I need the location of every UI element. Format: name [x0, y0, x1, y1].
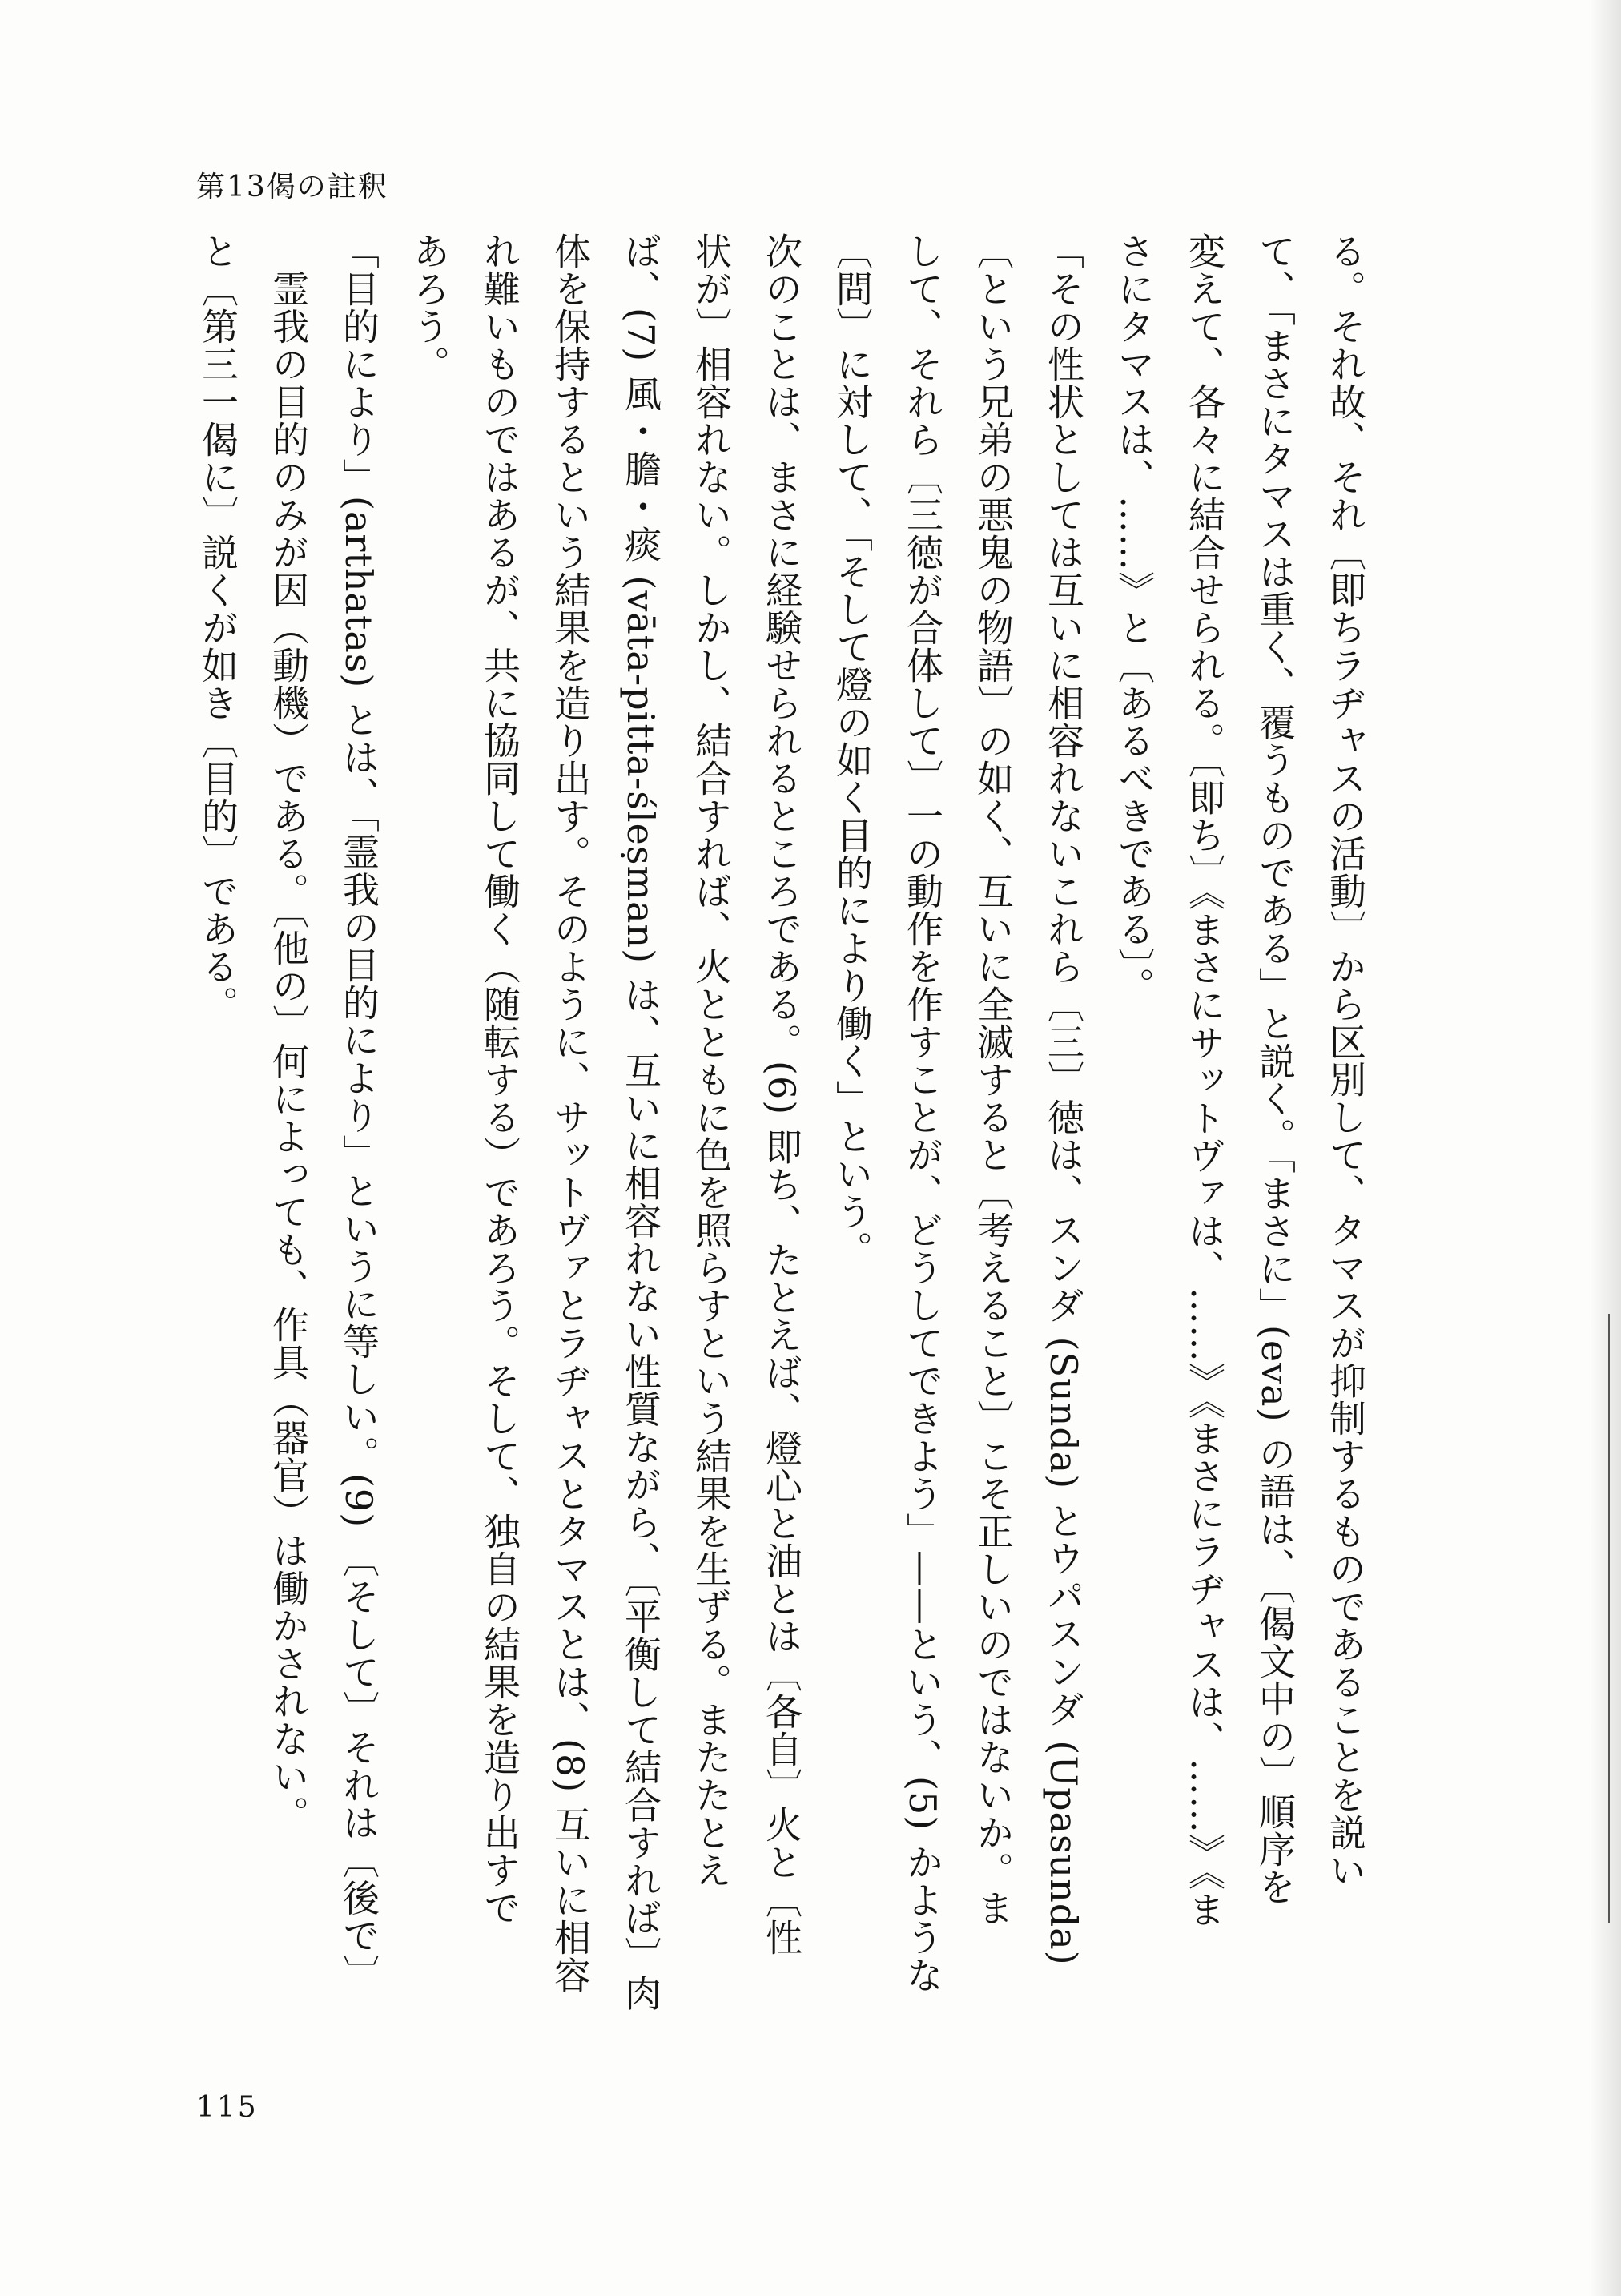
text-line: れ難いものではあるが、共に協同して働く（随転する）であろう。そして、独自の結果を造り出すで: [478, 232, 521, 1927]
text-line: さにタマスは、……》と〔あるべきである〕。: [1112, 232, 1156, 1005]
text-line: して、それら〔三徳が合体して〕一の動作を作すことが、どうしてできよう」——という、(5) かような: [901, 232, 944, 1994]
text-line: 次のことは、まさに経験せられるところである。(6) 即ち、たとえば、燈心と油とは〔各自〕火と〔性: [760, 232, 803, 1956]
text-line: 「目的により」(arthatas) とは、「霊我の目的により」というに等しい。(9) 〔そして〕それは〔後で〕: [337, 232, 380, 1992]
text-line: て、「まさにタマスは重く、覆うものである」と説く。「まさに」(eva) の語は、〔偈文中の〕順序を: [1253, 232, 1297, 1907]
text-line: 〔問〕に対して、「そして燈の如く目的により働く」という。: [831, 232, 874, 1268]
main-text-block: [139, 232, 1381, 2107]
text-line: 変えて、各々に結合せられる。〔即ち〕《まさにサットヴァは、……》《まさにラヂャスは、……》《ま: [1183, 232, 1226, 1928]
text-line: 〔という兄弟の悪鬼の物語〕の如く、互いに全滅すると〔考えること〕こそ正しいのではないか。ま: [971, 232, 1015, 1927]
running-head: 第13偈の註釈: [196, 171, 388, 203]
text-line: 霊我の目的のみが因（動機）である。〔他の〕何によっても、作具（器官）は働かされない。: [267, 232, 310, 1833]
text-line: あろう。: [408, 232, 451, 383]
page-number: 115: [196, 2091, 259, 2124]
text-line: 体を保持するという結果を造り出す。そのように、サットヴァとラヂャスとタマスとは、(8) 互いに相容: [549, 232, 592, 1994]
text-line: ば、(7) 風・膽・痰 (vāta-pitta-śleṣman) は、互いに相容れない性質ながら、〔平衡して結合すれば〕肉: [619, 232, 662, 2012]
text-line: 「その性状としては互いに相容れないこれら〔三〕徳は、スンダ (Sunda) とウパスンダ (Upasunda): [1042, 232, 1085, 1966]
scan-shadow-edge: [1589, 0, 1621, 2296]
text-line: と〔第三一偈に〕説くが如き〔目的〕である。: [196, 232, 239, 1023]
text-line: 状が〕相容れない。しかし、結合すれば、火とともに色を照らすという結果を生ずる。またたとえ: [690, 232, 733, 1889]
scan-artifact-line: [1608, 1314, 1610, 1923]
text-line: る。それ故、それ〔即ちラヂャスの活動〕から区別して、タマスが抑制するものであることを説い: [1324, 232, 1367, 1889]
